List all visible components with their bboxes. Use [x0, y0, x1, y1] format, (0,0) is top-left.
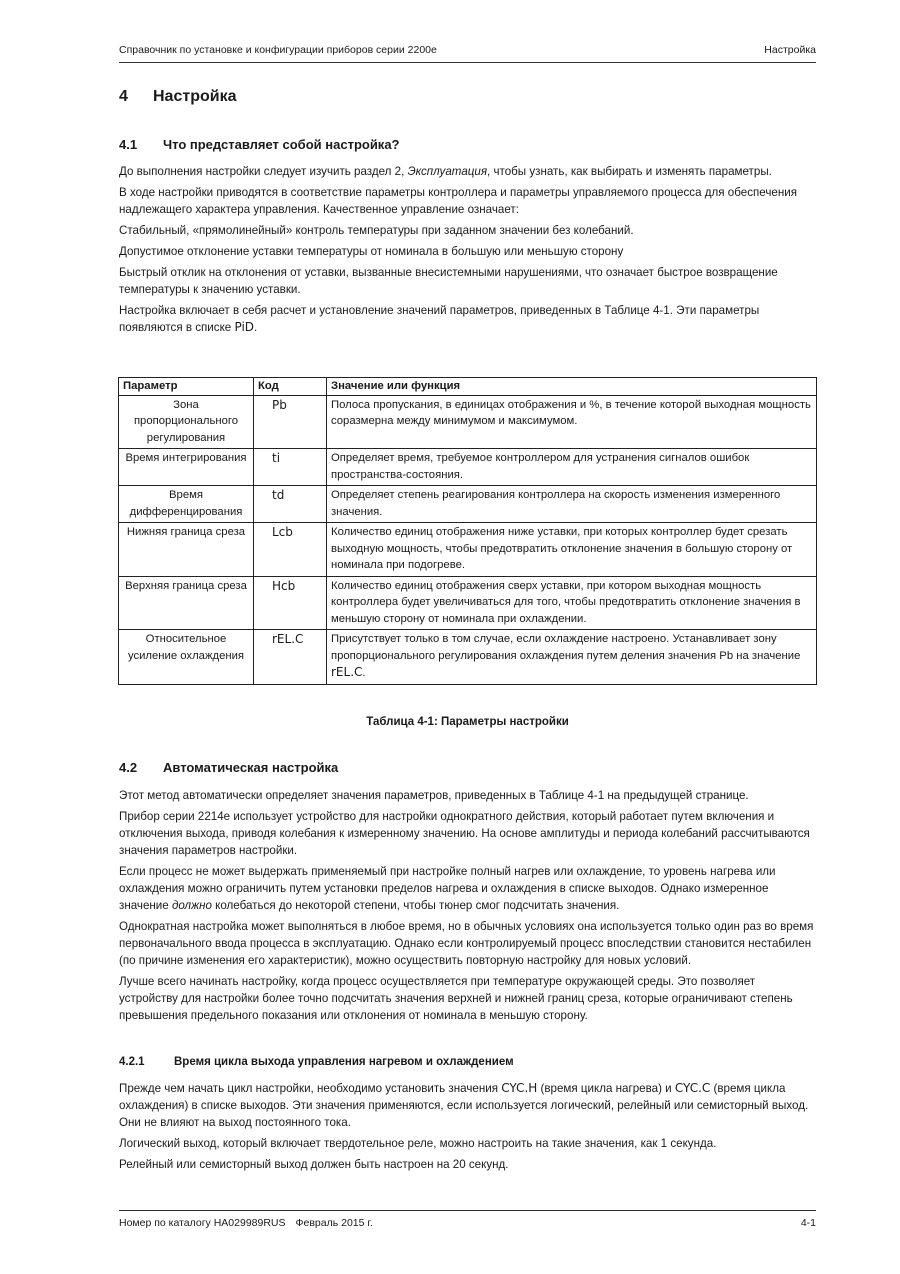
desc-cell: Количество единиц отображения сверх уставки, при котором выходная мощность контроллера будет увеличиваться для того, чтобы предотвратить отклонение значения в меньшую сторону от номинала при охлаждении.	[327, 576, 817, 630]
desc-cell	[327, 630, 817, 685]
table-row	[119, 395, 817, 449]
paragraph: Логический выход, который включает твердотельное реле, можно настроить на такие значения, как 1 секунда.	[119, 1137, 717, 1150]
section-title: Автоматическая настройка	[163, 760, 339, 775]
table-row	[119, 630, 817, 685]
code-cell: td	[254, 486, 327, 523]
code-text: rEL.C	[331, 665, 363, 679]
code-text: CYC.H	[501, 1081, 538, 1095]
subsection-title: Время цикла выхода управления нагревом и охлаждением	[174, 1056, 514, 1068]
text: Присутствует только в том случае, если охлаждение настроено. Устанавливает зону пропорционального регулирования охлаждения путем деления значения Pb на значение	[331, 633, 801, 662]
footer-left	[119, 1217, 373, 1229]
text: (время цикла нагрева) и	[537, 1082, 675, 1095]
code-cell: rEL.C	[254, 630, 327, 685]
paragraph: Быстрый отклик на отклонения от уставки, вызванные внесистемными нарушениями, что означает быстрое возвращение температуры к значению уставки.	[119, 266, 778, 296]
table-row	[119, 523, 817, 577]
text: Если процесс не может выдержать применяемый при настройке полный нагрев или охлаждение, то уровень нагрева или охлаждения можно ограничить путем установки пределов нагрева и охлаждения в списке выходов. Однако измеренное значение	[119, 865, 776, 912]
paragraph	[119, 302, 814, 336]
column-header: Код	[254, 378, 327, 396]
table-row	[119, 449, 817, 486]
paragraph: Релейный или семисторный выход должен быть настроен на 20 секунд.	[119, 1158, 509, 1171]
section-4-1-body	[119, 163, 814, 340]
text: , чтобы узнать, как выбирать и изменять параметры.	[487, 165, 772, 178]
param-cell: Верхняя граница среза	[119, 576, 254, 630]
text: .	[362, 667, 366, 679]
section-4-2-1-body	[119, 1080, 814, 1177]
table-row	[119, 576, 817, 630]
paragraph	[119, 863, 814, 914]
parameters-table	[118, 377, 817, 685]
publication-date: Февраль 2015 г.	[295, 1217, 373, 1229]
paragraph: Стабильный, «прямолинейный» контроль температуры при заданном значении без колебаний.	[119, 224, 634, 237]
section-number: 4.1	[119, 137, 138, 152]
code-text: CYC.C	[674, 1081, 711, 1095]
page-footer	[119, 1217, 816, 1229]
catalog-number: Номер по каталогу HA029989RUS	[119, 1217, 286, 1229]
emphasis: должно	[171, 899, 212, 912]
text: колебаться до некоторой степени, чтобы тюнер смог подсчитать значения.	[211, 899, 620, 912]
section-title: Что представляет собой настройка?	[163, 137, 400, 152]
paragraph: Лучше всего начинать настройку, когда процесс осуществляется при температуре окружающей среды. Это позволяет устройству для настройки более точно подсчитать значения верхней и нижней границ среза, которые ограничивают степень превышения предельного показания или отклонения от номинала в меньшую сторону.	[119, 975, 793, 1022]
paragraph	[119, 1080, 814, 1131]
paragraph: Однократная настройка может выполняться в любое время, но в обычных условиях она используется только один раз во время первоначального ввода процесса в эксплуатацию. Однако если контролируемый процесс впоследствии становится нестабилен (по причине изменения его характеристик), можно осуществить повторную настройку для новых условий.	[119, 920, 814, 967]
table-row	[119, 486, 817, 523]
paragraph: Допустимое отклонение уставки температуры от номинала в большую или меньшую сторону	[119, 245, 624, 258]
table-caption: Таблица 4-1: Параметры настройки	[366, 716, 569, 728]
desc-cell: Полоса пропускания, в единицах отображения и %, в течение которой выходная мощность соразмерна между минимумом и максимумом.	[327, 395, 817, 449]
chapter-heading	[119, 88, 236, 106]
param-cell: Время интегрирования	[119, 449, 254, 486]
text: Прежде чем начать цикл настройки, необходимо установить значения	[119, 1082, 502, 1095]
desc-cell: Определяет время, требуемое контроллером для устранения сигналов ошибок пространства-состояния.	[327, 449, 817, 486]
paragraph: Этот метод автоматически определяет значения параметров, приведенных в Таблице 4-1 на предыдущей странице.	[119, 789, 749, 802]
section-4-2-body	[119, 787, 814, 1028]
chapter-number: 4	[119, 88, 128, 105]
param-cell: Зона пропорционального регулирования	[119, 395, 254, 449]
desc-cell: Определяет степень реагирования контроллера на скорость изменения измеренного значения.	[327, 486, 817, 523]
section-number: 4.2	[119, 760, 138, 775]
column-header: Параметр	[119, 378, 254, 396]
running-header	[119, 44, 816, 56]
param-cell: Нижняя граница среза	[119, 523, 254, 577]
column-header: Значение или функция	[327, 378, 817, 396]
footer-rule	[119, 1210, 816, 1211]
code-cell: ti	[254, 449, 327, 486]
paragraph	[119, 163, 814, 180]
code-cell: Lcb	[254, 523, 327, 577]
table-header-row	[119, 378, 817, 396]
header-title: Справочник по установке и конфигурации приборов серии 2200e	[119, 44, 437, 56]
subsection-heading-4-2-1	[119, 1056, 514, 1068]
section-heading-4-1	[119, 137, 400, 152]
desc-cell: Количество единиц отображения ниже уставки, при которых контроллер будет срезать выходную мощность, чтобы предотвратить отклонение значения в большую сторону от номинала при подогреве.	[327, 523, 817, 577]
section-heading-4-2	[119, 760, 338, 775]
text: До выполнения настройки следует изучить раздел 2,	[119, 165, 408, 178]
chapter-title: Настройка	[153, 88, 237, 105]
subsection-number: 4.2.1	[119, 1056, 145, 1068]
paragraph: Прибор серии 2214e использует устройство для настройки однократного действия, который работает путем включения и отключения выхода, приводя колебания к измеренному значению. На основе амплитуды и периода колебаний рассчитываются значения параметров настройки.	[119, 810, 810, 857]
paragraph: В ходе настройки приводятся в соответствие параметры контроллера и параметры управляемого процесса для обеспечения надлежащего характера управления. Качественное управление означает:	[119, 186, 797, 216]
code-cell: Hcb	[254, 576, 327, 630]
header-rule	[119, 62, 816, 63]
text: Настройка включает в себя расчет и установление значений параметров, приведенных в Таблице 4-1. Эти параметры появляются в списке	[119, 304, 760, 334]
code-text: PiD	[234, 320, 255, 334]
page-number: 4-1	[800, 1217, 816, 1229]
param-cell: Время дифференцирования	[119, 486, 254, 523]
text: .	[254, 321, 258, 334]
param-cell: Относительное усиление охлаждения	[119, 630, 254, 685]
emphasis: Эксплуатация	[407, 165, 488, 178]
code-cell: Pb	[254, 395, 327, 449]
header-section: Настройка	[764, 44, 816, 56]
text: (время цикла охлаждения) в списке выходов. Эти значения применяются, если используется логический, релейный или семисторный выход. Они не влияют на выход постоянного тока.	[119, 1082, 809, 1129]
